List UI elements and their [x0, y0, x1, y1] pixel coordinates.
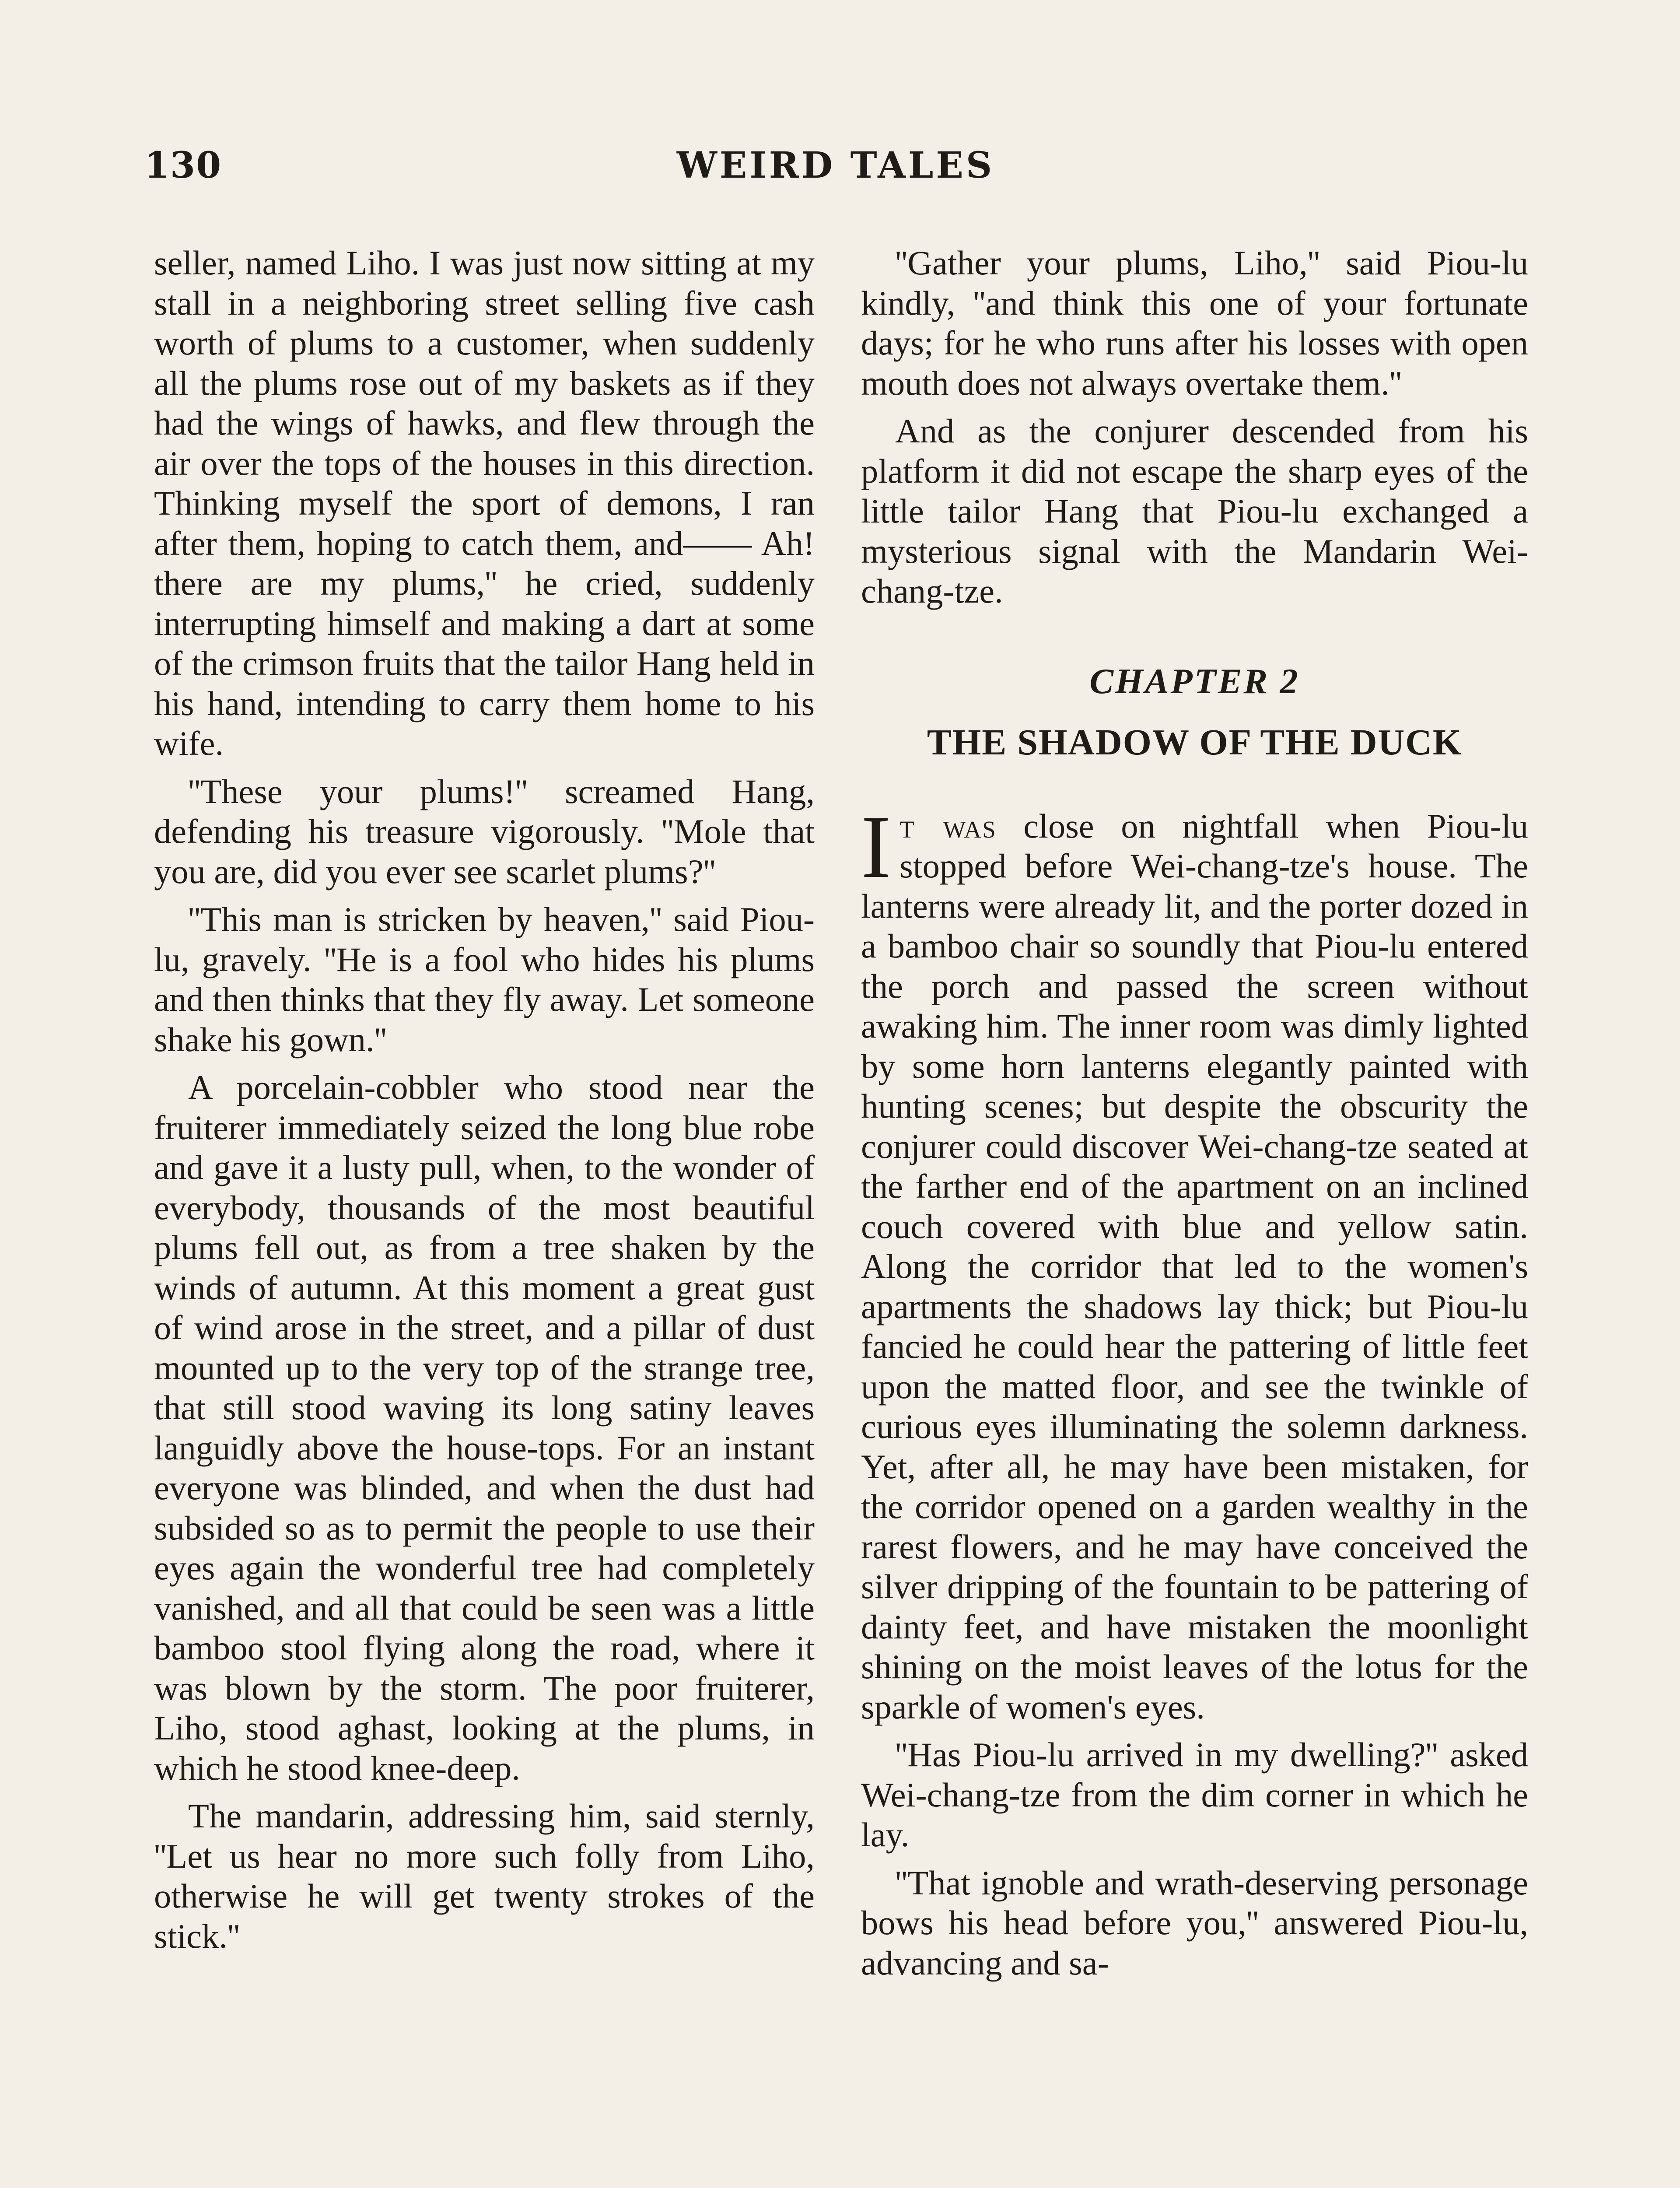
- paragraph: ''That ignoble and wrath-deserving personage bows his head before you,'' answered Piou-lu, advancing and sa-: [861, 1863, 1528, 1982]
- left-column: [154, 243, 815, 1956]
- paragraph: ''Gather your plums, Liho,'' said Piou-lu kindly, ''and think this one of your fortunate days; for he who runs after his losses with open mouth does not always overtake them.'': [861, 244, 1528, 402]
- page-number: 130: [144, 144, 222, 186]
- paragraph: The mandarin, addressing him, said sternly, ''Let us hear no more such folly from Liho, otherwise he will get twenty strokes of the stick.'': [154, 1797, 815, 1955]
- paragraph: A porcelain-cobbler who stood near the fruiterer immediately seized the long blue robe and gave it a lusty pull, when, to the wonder of everybody, thousands of the most beautiful plums fell out, as from a tree shaken by the winds of autumn. At this moment a great gust of wind arose in the street, and a pillar of dust mounted up to the very top of the strange tree, that still stood waving its long satiny leaves languidly above the house-tops. For an instant everyone was blinded, and when the dust had subsided so as to permit the people to use their eyes again the wonderful tree had completely vanished, and all that could be seen was a little bamboo stool flying along the road, where it was blown by the storm. The poor fruiterer, Liho, stood aghast, looking at the plums, in which he stood knee-deep.: [154, 1068, 815, 1787]
- paragraph: ''Has Piou-lu arrived in my dwelling?'' asked Wei-chang-tze from the dim corner in which he lay.: [861, 1736, 1528, 1854]
- lead-in: t was: [900, 806, 997, 845]
- chapter-number: CHAPTER 2: [1089, 661, 1300, 701]
- chapter-title: THE SHADOW OF THE DUCK: [927, 722, 1463, 763]
- running-head: [144, 144, 1527, 193]
- magazine-title: WEIRD TALES: [676, 144, 995, 186]
- paragraph: And as the conjurer descended from his platform it did not escape the sharp eyes of the little tailor Hang that Piou-lu exchanged a mysterious signal with the Mandarin Wei-chang-tze.: [861, 412, 1528, 610]
- paragraph: ''This man is stricken by heaven,'' said Piou-lu, gravely. ''He is a fool who hides his plums and then thinks that they fly away. Let someone shake his gown.'': [154, 900, 815, 1059]
- opening-text: close on nightfall when Piou-lu stopped before Wei-chang-tze's house. The lanterns were already lit, and the porter dozed in a bamboo chair so soundly that Piou-lu entered the porch and passed the screen without awaking him. The inner room was dimly lighted by some horn lanterns elegantly painted with hunting scenes; but despite the obscurity the conjurer could discover Wei-chang-tze seated at the farther end of the apartment on an inclined couch covered with blue and yellow satin. Along the corridor that led to the women's apartments the shadows lay thick; but Piou-lu fancied he could hear the pattering of little feet upon the matted floor, and see the twinkle of curious eyes illuminating the solemn darkness. Yet, after all, he may have been mistaken, for the corridor opened on a garden wealthy in the rarest flowers, and he may have conceived the silver dripping of the fountain to be pattering of dainty feet, and have mistaken the moonlight shining on the moist leaves of the lotus for the sparkle of women's eyes.: [861, 806, 1528, 1726]
- drop-cap: I: [861, 797, 891, 897]
- chapter-opening-paragraph: [861, 797, 1528, 1727]
- paragraph: seller, named Liho. I was just now sitting at my stall in a neighboring street selling five cash worth of plums to a customer, when suddenly all the plums rose out of my baskets as if they had the wings of hawks, and flew through the air over the tops of the houses in this direction. Thinking myself the sport of demons, I ran after them, hoping to catch them, and—— Ah! there are my plums,'' he cried, suddenly interrupting himself and making a dart at some of the crimson fruits that the tailor Hang held in his hand, intending to carry them home to his wife.: [154, 244, 815, 762]
- paragraph: ''These your plums!'' screamed Hang, defending his treasure vigorously. ''Mole that you are, did you ever see scarlet plums?'': [154, 772, 815, 891]
- right-column: [861, 243, 1528, 1983]
